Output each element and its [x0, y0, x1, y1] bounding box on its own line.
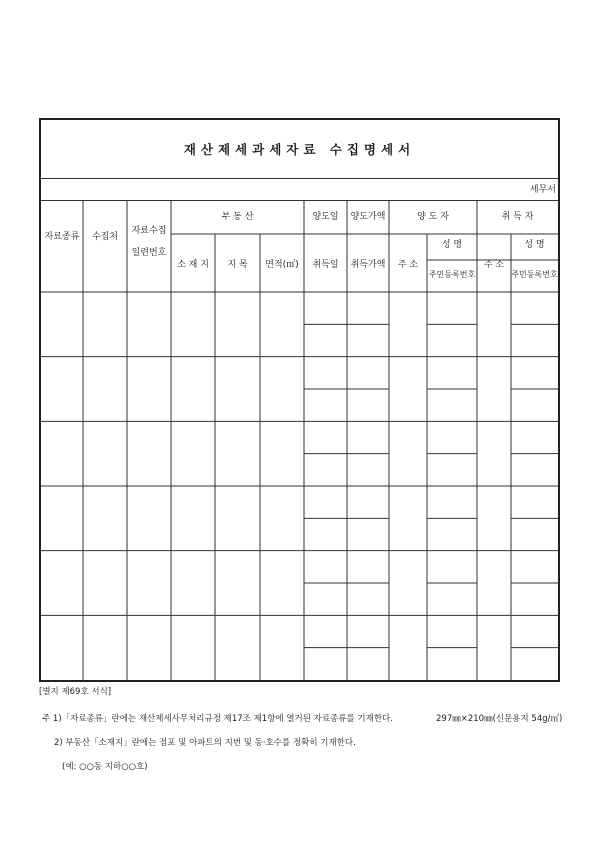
tax-office-label: 세무서 — [529, 185, 556, 195]
paper-spec: 297㎜×210㎜(신문용지 54g/㎡) — [436, 714, 563, 724]
header-serial-1: 자료수집 — [131, 226, 167, 236]
header-land-category: 지 목 — [227, 260, 248, 270]
header-acquire-date: 취득일 — [312, 260, 339, 270]
header-collector: 수집처 — [91, 232, 119, 242]
form-title: 재산제세과세자료 수집명세서 — [183, 142, 416, 157]
header-acquirer-name: 성 명 — [524, 240, 545, 250]
form-number: [별지 제69호 서식] — [39, 687, 112, 697]
note-3: (예: ○○동 지하○○호) — [62, 762, 148, 772]
header-transferor-name: 성 명 — [441, 240, 463, 250]
header-acquire-price: 취득가액 — [350, 260, 386, 270]
header-serial-2: 일련번호 — [131, 248, 167, 258]
form-table — [39, 118, 560, 682]
header-acquirer: 취 득 자 — [501, 212, 534, 222]
header-acquirer-resident-no: 주민등록번호 — [511, 270, 558, 279]
header-transfer-date: 양도일 — [312, 212, 339, 222]
table-grid — [41, 120, 558, 680]
header-transfer-price: 양도가액 — [350, 212, 386, 222]
header-transferor-resident-no: 주민등록번호 — [428, 270, 476, 279]
header-area: 면적(㎡) — [265, 260, 299, 270]
header-transferor: 양 도 자 — [417, 212, 449, 222]
header-location: 소 재 지 — [177, 260, 209, 270]
header-real-estate: 부 동 산 — [221, 212, 254, 222]
note-1: 주 1)「자료종류」란에는 재산제세사무처리규정 제17조 제1항에 열거된 자료종류를 기재한다. — [42, 714, 393, 724]
note-2: 2) 부동산「소재지」란에는 점포 및 아파트의 지번 및 동·호수를 정확히 기재한다. — [54, 738, 356, 748]
header-transferor-address: 주 소 — [397, 260, 419, 270]
header-acquirer-address: 주 소 — [483, 260, 505, 270]
header-data-type: 자료종류 — [44, 232, 80, 242]
